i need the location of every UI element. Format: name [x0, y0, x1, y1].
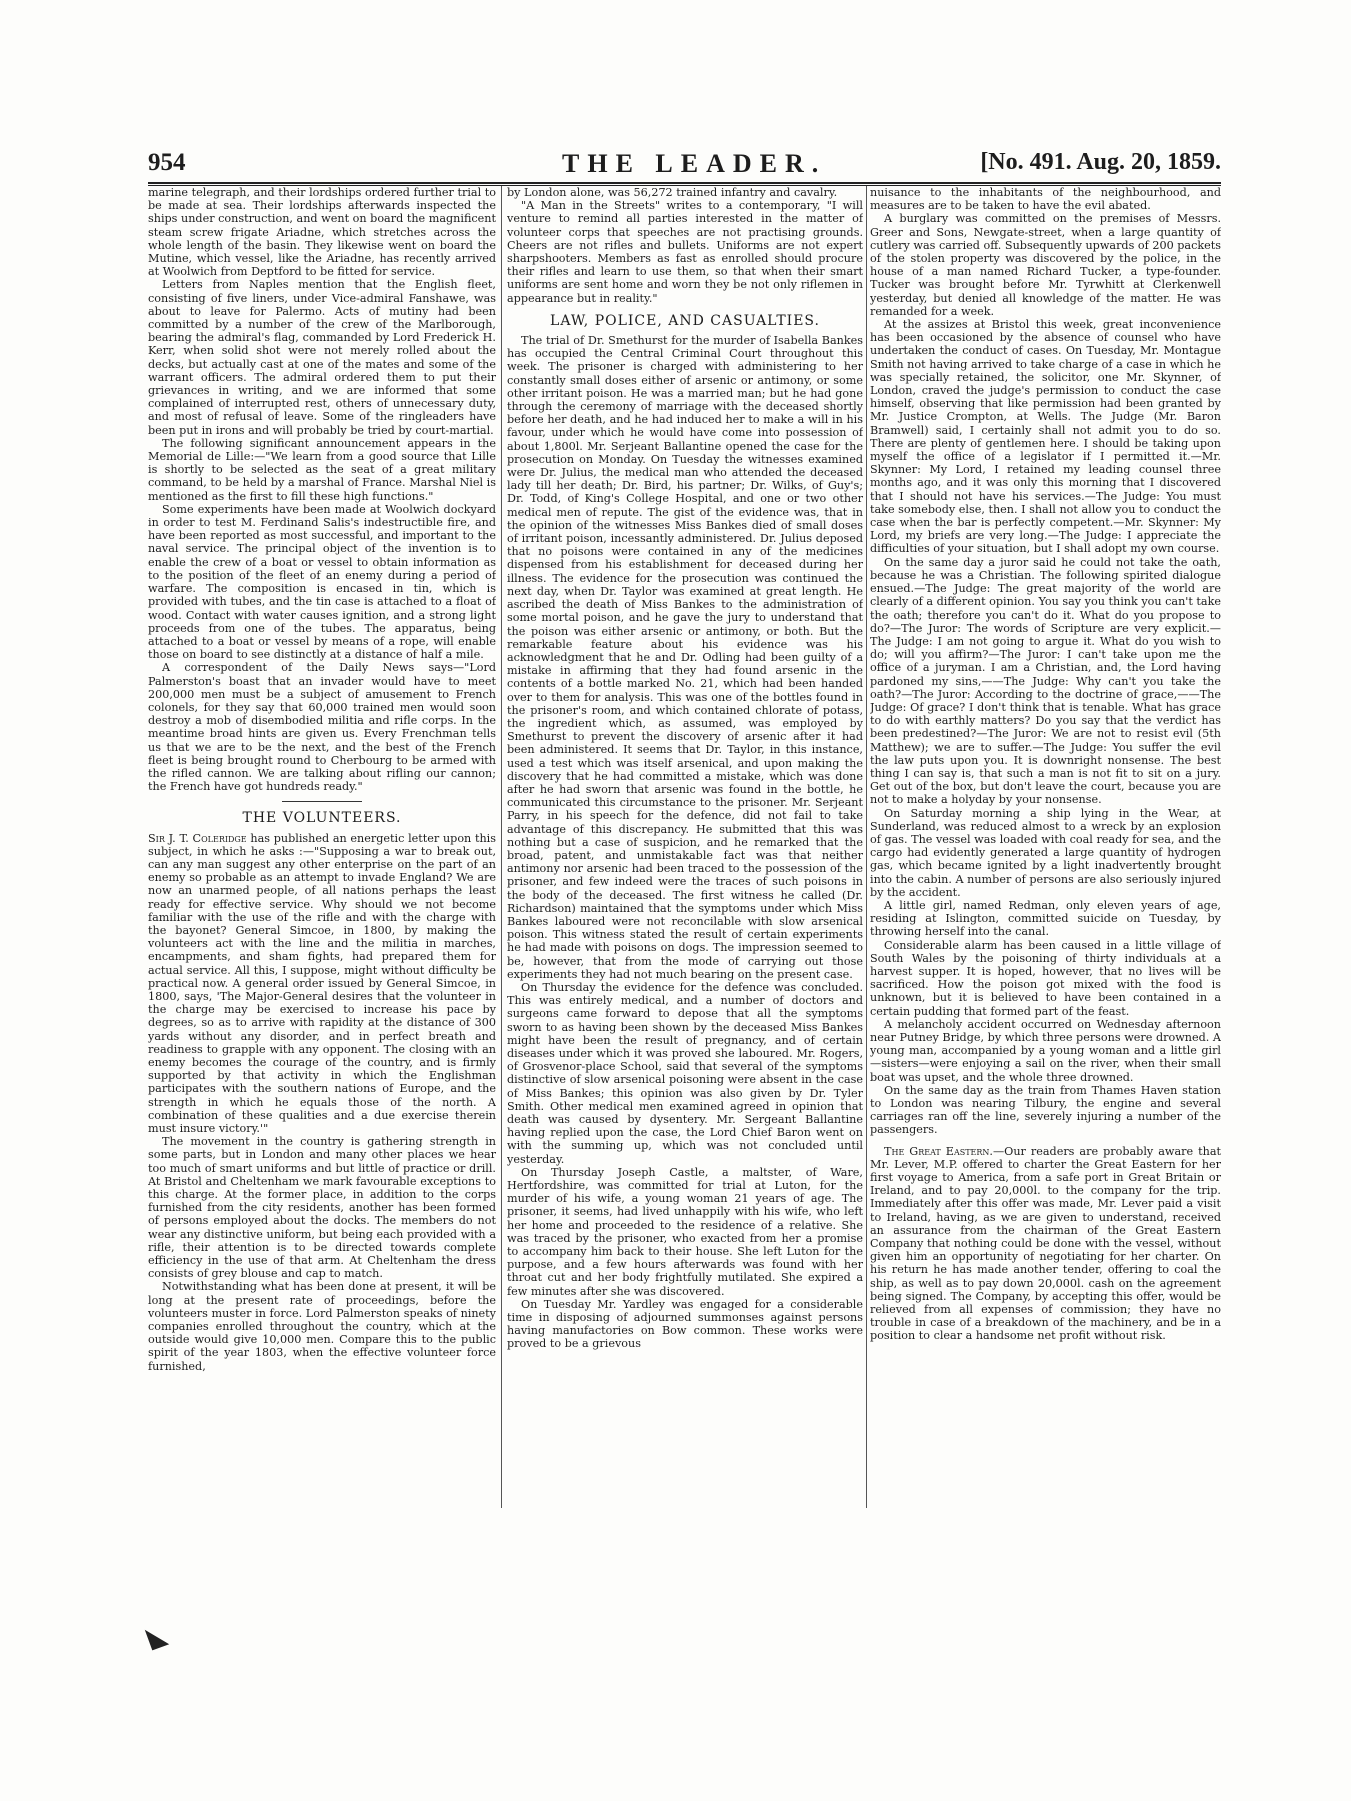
- article-paragraph: [148, 832, 496, 1136]
- page-number: 954: [148, 149, 186, 176]
- lead-name: The Great Eastern.: [884, 1144, 993, 1158]
- article-paragraph: On the same day a juror said he could not take the oath, because he was a Christian. The following spirited dialogue ensued.—The Judge: The great majority of the world are clearly of a different opinion. You say you think you can't take the oath; therefore you can't do it. What do you propose to do?—The Juror: The words of Scripture are very explicit.—The Judge: I am not going to argue it. What do you wish to do; will you affirm?—The Juror: I can't take upon me the office of a juryman. I am a Christian, and, the Lord having pardoned my sins,——The Judge: Why can't you take the oath?—The Juror: According to the doctrine of grace,——The Judge: Of grace? I don't think that is tenable. What has grace to do with earthly matters? Do you say that the verdict has been predestined?—The Juror: We are not to resist evil (5th Matthew); we are to suffer.—The Judge: You suffer the evil the law puts upon you. It is downright nonsense. The best thing I can say is, that such a man is not fit to sit on a jury. Get out of the box, but don't leave the court, because you are not to make a holyday by your nonsense.: [870, 555, 1221, 807]
- article-paragraph: The following significant announcement appears in the Memorial de Lille:—"We learn from a good source that Lille is shortly to be selected as the seat of a great military command, to be held by a marshal of France. Marshal Niel is mentioned as the first to fill these high functions.": [148, 436, 496, 503]
- article-paragraph: Letters from Naples mention that the English fleet, consisting of five liners, under Vice-admiral Fanshawe, was about to leave for Palermo. Acts of mutiny had been committed by a number of the crew of the Marlborough, bearing the admiral's flag, commanded by Lord Frederick H. Kerr, when solid shot were not merely rolled about the decks, but actually cast at one of the mates and some of the warrant officers. The admiral ordered them to put their grievances in writing, and we are informed that some complained of interrupted rest, others of unnecessary duty, and most of refusal of leave. Some of the ringleaders have been put in irons and will probably be tried by court-martial.: [148, 278, 496, 437]
- newspaper-title: THE LEADER.: [562, 149, 827, 178]
- article-paragraph: On the same day as the train from Thames Haven station to London was nearing Tilbury, the engine and several carriages ran off the line, severely injuring a number of the passengers.: [870, 1083, 1221, 1137]
- article-paragraph: by London alone, was 56,272 trained infantry and cavalry.: [507, 186, 838, 199]
- masthead: [148, 149, 1221, 177]
- article-paragraph: Notwithstanding what has been done at present, it will be long at the present rate of proceedings, before the volunteers muster in force. Lord Palmerston speaks of ninety companies enrolled throughout the country, which at the outside would give 10,000 men. Compare this to the public spirit of the year 1803, when the effective volunteer force furnished,: [148, 1280, 496, 1373]
- article-paragraph: On Saturday morning a ship lying in the Wear, at Sunderland, was reduced almost to a wreck by an explosion of gas. The vessel was loaded with coal ready for sea, and the cargo had evidently generated a large quantity of hydrogen gas, which became ignited by a light inadvertently brought into the cabin. A number of persons are also seriously injured by the accident.: [870, 806, 1221, 899]
- section-heading-volunteers: THE VOLUNTEERS.: [242, 810, 402, 827]
- issue-date: [No. 491. Aug. 20, 1859.: [980, 149, 1221, 175]
- column-1: [148, 186, 496, 1508]
- article-paragraph: A little girl, named Redman, only eleven years of age, residing at Islington, committed suicide on Tuesday, by throwing herself into the canal.: [870, 898, 1221, 939]
- corner-mark: [145, 1624, 169, 1651]
- section-divider: [282, 801, 362, 802]
- article-paragraph: A burglary was committed on the premises of Messrs. Greer and Sons, Newgate-street, when a large quantity of cutlery was carried off. Subsequently upwards of 200 packets of the stolen property was discovered by the police, in the house of a man named Richard Tucker, a type-founder. Tucker was brought before Mr. Tyrwhitt at Clerkenwell yesterday, but denied all knowledge of the matter. He was remanded for a week.: [870, 212, 1221, 318]
- article-paragraph: Some experiments have been made at Woolwich dockyard in order to test M. Ferdinand Salis's indestructible fire, and have been reported as most successful, and important to the naval service. The principal object of the invention is to enable the crew of a boat or vessel to obtain information as to the position of the fleet of an enemy during a period of warfare. The composition is encased in tin, which is provided with tubes, and the tin case is attached to a float of wood. Contact with water causes ignition, and a strong light proceeds from one of the tubes. The apparatus, being attached to a boat or vessel by means of a rope, will enable those on board to see distinctly at a distance of half a mile.: [148, 502, 496, 662]
- article-paragraph: Considerable alarm has been caused in a little village of South Wales by the poisoning of thirty individuals at a harvest supper. It is hoped, however, that no lives will be sacrificed. How the poison got mixed with the food is unknown, but it is believed to have been contained in a certain pudding that formed part of the feast.: [870, 938, 1221, 1018]
- article-paragraph: A correspondent of the Daily News says—"Lord Palmerston's boast that an invader would have to meet 200,000 men must be a subject of amusement to French colonels, for they say that 60,000 trained men would soon destroy a mob of disembodied militia and rifle corps. In the meantime broad hints are given us. Every Frenchman tells us that we are to be the next, and the best of the French fleet is being brought round to Cherbourg to be armed with the rifled cannon. We are talking about rifling our cannon; the French have got hundreds ready.": [148, 661, 496, 794]
- article-paragraph: The trial of Dr. Smethurst for the murder of Isabella Bankes has occupied the Central Criminal Court throughout this week. The prisoner is charged with administering to her constantly small doses either of arsenic or antimony, or some other irritant poison. He was a married man; but he had gone through the ceremony of marriage with the deceased shortly before her death, and he had induced her to make a will in his favour, under which he would have come into possession of about 1,800l. Mr. Serjeant Ballantine opened the case for the prosecution on Monday. On Tuesday the witnesses examined were Dr. Julius, the medical man who attended the deceased lady till her death; Dr. Bird, his partner; Dr. Wilks, of Guy's; Dr. Todd, of King's College Hospital, and one or two other medical men of repute. The gist of the evidence was, that in the opinion of the witnesses Miss Bankes died of small doses of irritant poison, incessantly administered. Dr. Julius deposed that no poisons were contained in any of the medicines dispensed from his establishment for deceased during her illness. The evidence for the prosecution was continued the next day, when Dr. Taylor was examined at great length. He ascribed the death of Miss Bankes to the administration of some mortal poison, and he gave the jury to understand that the poison was either arsenic or antimony, or both. But the remarkable feature about his evidence was his acknowledgment that he and Dr. Odling had been guilty of a mistake in affirming that they had found arsenic in the contents of a bottle marked No. 21, which had been handed over to them for analysis. This was one of the bottles found in the prisoner's room, and which contained chlorate of potass, the ingredient which, as assumed, was employed by Smethurst to prevent the discovery of arsenic after it had been administered. It seems that Dr. Taylor, in this instance, used a test which was itself arsenical, and upon making the discovery that he had committed a mistake, which was done after he had sworn that arsenic was found in the bottle, he communicated this circumstance to the prisoner. Mr. Serjeant Parry, in his speech for the defence, did not fail to take advantage of this discrepancy. He submitted that this was nothing but a case of suspicion, and he remarked that the broad, patent, and unmistakable fact was that neither antimony nor arsenic had been traced to the possession of the prisoner, and few indeed were the traces of such poisons in the body of the deceased. The first witness he called (Dr. Richardson) maintained that the symptoms under which Miss Bankes laboured were not reconcilable with slow arsenical poison. This witness stated the result of certain experiments he had made with poisons on dogs. The impression seemed to be, however, that from the mode of carrying out those experiments they had not much bearing on the present case.: [507, 334, 863, 981]
- section-heading-law: LAW, POLICE, AND CASUALTIES.: [550, 312, 820, 329]
- article-text: has published an energetic letter upon this subject, in which he asks :—"Supposing a war to break out, can any man suggest any other enterprise on the part of an enemy so probable as an attempt to invade England? We are now an unarmed people, of all nations perhaps the least ready for effective service. Why should we not become familiar with the use of the rifle and with the charge with the bayonet? General Simcoe, in 1800, by making the volunteers act with the line and the militia in marches, encampments, and sham fights, had prepared them for actual service. All this, I suppose, might without difficulty be practical now. A general order issued by General Simcoe, in 1800, says, 'The Major-General desires that the volunteer in the charge may be exercised to increase his pace by degrees, so as to arrive with rapidity at the distance of 300 yards without any disorder, and in perfect breath and readiness to grapple with any opponent. The closing with an enemy becomes the courage of the country, and is firmly supported by that activity in which the Englishman participates with the southern nations of Europe, and the strength in which he equals those of the north. A combination of these qualities and a due exercise therein must insure victory.'": [148, 831, 496, 1136]
- column-2: [507, 186, 863, 1511]
- article-text: —Our readers are probably aware that Mr. Lever, M.P. offered to charter the Great Eastern for her first voyage to America, from a safe port in Great Britain or Ireland, and to pay 20,000l. to the company for the trip. Immediately after this offer was made, Mr. Lever paid a visit to Ireland, having, as we are given to understand, received an assurance from the chairman of the Great Eastern Company that nothing could be done with the vessel, without given him an opportunity of negotiating for her charter. On his return he has made another tender, offering to coal the ship, as well as to pay down 20,000l. cash on the agreement being signed. The Company, by accepting this offer, would be relieved from all expenses of commission; they have no trouble in case of a breakdown of the machinery, and be in a position to clear a handsome net profit without risk.: [870, 1144, 1221, 1343]
- article-paragraph: nuisance to the inhabitants of the neighbourhood, and measures are to be taken to have the evil abated.: [870, 186, 1221, 213]
- article-paragraph: On Thursday the evidence for the defence was concluded. This was entirely medical, and a number of doctors and surgeons came forward to depose that all the symptoms sworn to as having been shown by the deceased Miss Bankes might have been the result of pregnancy, and of certain diseases under which it was proved she laboured. Mr. Rogers, of Grosvenor-place School, said that several of the symptoms distinctive of slow arsenical poisoning were absent in the case of Miss Bankes; this opinion was also given by Dr. Tyler Smith. Other medical men examined agreed in opinion that death was caused by dysentery. Mr. Sergeant Ballantine having replied upon the case, the Lord Chief Baron went on with the summing up, which was not concluded until yesterday.: [507, 980, 863, 1166]
- column-divider: [866, 186, 867, 1508]
- article-paragraph: The movement in the country is gathering strength in some parts, but in London and many other places we hear too much of smart uniforms and but little of practice or drill. At Bristol and Cheltenham we mark favourable exceptions to this charge. At the former place, in addition to the corps furnished from the city residents, another has been formed of persons employed about the docks. The members do not wear any distinctive uniform, but being each provided with a rifle, their attention is to be directed towards complete efficiency in the use of that arm. At Cheltenham the dress consists of grey blouse and cap to match.: [148, 1135, 496, 1281]
- article-paragraph: On Thursday Joseph Castle, a maltster, of Ware, Hertfordshire, was committed for trial at Luton, for the murder of his wife, a young woman 21 years of age. The prisoner, it seems, had lived unhappily with his wife, who left her home and proceeded to the residence of a relative. She was traced by the prisoner, who exacted from her a promise to accompany him back to their house. She left Luton for the purpose, and a few hours afterwards was found with her throat cut and her body frightfully mutilated. She expired a few minutes after she was discovered.: [507, 1165, 863, 1298]
- column-divider: [501, 186, 502, 1508]
- article-paragraph: marine telegraph, and their lordships ordered further trial to be made at sea. Their lordships afterwards inspected the ships under construction, and went on board the magnificent steam screw frigate Ariadne, which stretches across the whole length of the basin. They likewise went on board the Mutine, which vessel, like the Ariadne, has recently arrived at Woolwich from Deptford to be fitted for service.: [148, 186, 496, 279]
- article-paragraph: On Tuesday Mr. Yardley was engaged for a considerable time in disposing of adjourned summonses against persons having manufactories on Bow common. These works were proved to be a grievous: [507, 1297, 863, 1351]
- article-paragraph: A melancholy accident occurred on Wednesday afternoon near Putney Bridge, by which three persons were drowned. A young man, accompanied by a young woman and a little girl—sisters—were enjoying a sail on the river, when their small boat was upset, and the whole three drowned.: [870, 1017, 1221, 1084]
- article-paragraph: [870, 1145, 1221, 1343]
- article-paragraph: At the assizes at Bristol this week, great inconvenience has been occasioned by the absence of counsel who have undertaken the conduct of cases. On Tuesday, Mr. Montague Smith not having arrived to take charge of a case in which he was specially retained, the solicitor, one Mr. Skynner, of London, craved the judge's permission to conduct the case himself, observing that like permission had been granted by Mr. Justice Crompton, at Wells. The Judge (Mr. Baron Bramwell) said, I certainly shall not admit you to do so. There are plenty of gentlemen here. I should be taking upon myself the office of a legislator if I permitted it.—Mr. Skynner: My Lord, I retained my leading counsel three months ago, and it was only this morning that I discovered that I should not have his services.—The Judge: You must take somebody else, then. I shall not allow you to conduct the case when the bar is perfectly competent.—Mr. Skynner: My Lord, my briefs are very long.—The Judge: I appreciate the difficulties of your situation, but I shall adopt my own course.: [870, 318, 1221, 556]
- article-paragraph: "A Man in the Streets" writes to a contemporary, "I will venture to remind all parties interested in the matter of volunteer corps that speeches are not practising grounds. Cheers are not rifles and bullets. Uniforms are not expert sharpshooters. Members as fast as enrolled should procure their rifles and learn to use them, so that when their smart uniforms are sent home and worn they be not only riflemen in appearance but in reality.": [507, 199, 863, 305]
- column-3: [870, 186, 1221, 1416]
- lead-name: Sir J. T. Coleridge: [148, 831, 247, 845]
